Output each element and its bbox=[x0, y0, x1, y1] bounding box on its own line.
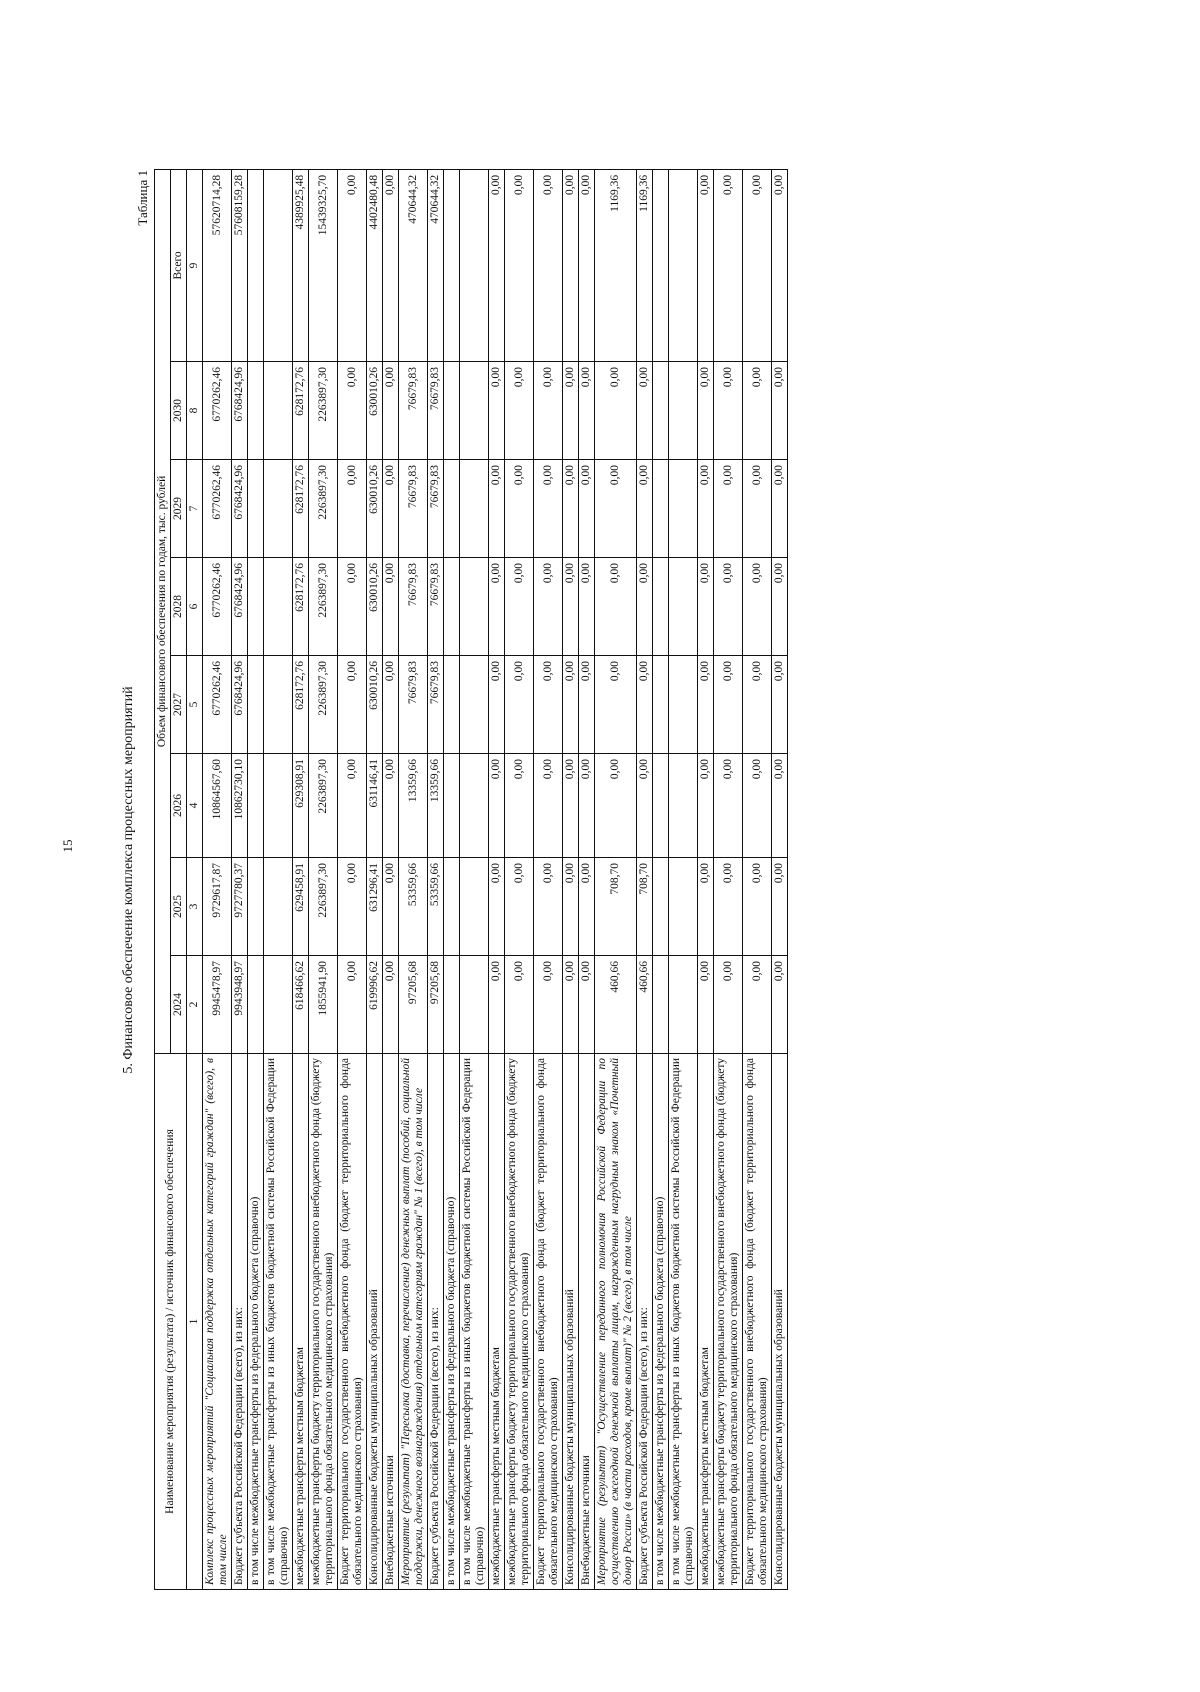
value-cell: 57620714,28 bbox=[203, 169, 232, 361]
value-cell: 0,00 bbox=[338, 956, 367, 1054]
table-row bbox=[232, 169, 248, 1589]
value-cell: 0,00 bbox=[338, 169, 367, 361]
value-cell: 0,00 bbox=[338, 656, 367, 754]
value-cell bbox=[248, 169, 264, 361]
value-cell: 0,00 bbox=[338, 754, 367, 858]
value-cell: 76679,83 bbox=[399, 558, 428, 656]
value-cell bbox=[444, 858, 460, 956]
header-column-number: 9 bbox=[187, 169, 203, 361]
value-cell: 0,00 bbox=[563, 169, 579, 361]
row-label: Бюджет субъекта Российской Федерации (всего), из них: bbox=[232, 1054, 248, 1590]
value-cell bbox=[264, 656, 293, 754]
value-cell: 0,00 bbox=[743, 362, 772, 460]
header-year: 2026 bbox=[171, 754, 187, 858]
row-label: межбюджетные трансферты местным бюджетам bbox=[489, 1054, 505, 1590]
value-cell: 0,00 bbox=[743, 460, 772, 558]
table-row bbox=[399, 169, 428, 1589]
table-row bbox=[264, 169, 293, 1589]
value-cell: 0,00 bbox=[534, 656, 563, 754]
row-label: Бюджет территориального государственного внебюджетного фонда (бюджет территориального фонда обязательного медицинского страхования) bbox=[534, 1054, 563, 1590]
value-cell bbox=[248, 858, 264, 956]
value-cell: 470644,32 bbox=[399, 169, 428, 361]
value-cell bbox=[264, 956, 293, 1054]
header-year: 2028 bbox=[171, 558, 187, 656]
value-cell: 76679,83 bbox=[428, 460, 444, 558]
table-row bbox=[428, 169, 444, 1589]
value-cell: 0,00 bbox=[534, 754, 563, 858]
value-cell: 0,00 bbox=[505, 754, 534, 858]
table-row bbox=[563, 169, 579, 1589]
value-cell: 97205,68 bbox=[399, 956, 428, 1054]
table-body bbox=[203, 169, 788, 1589]
value-cell bbox=[444, 754, 460, 858]
row-label: Внебюджетные источники bbox=[383, 1054, 399, 1590]
value-cell: 0,00 bbox=[338, 858, 367, 956]
value-cell: 0,00 bbox=[637, 362, 653, 460]
value-cell bbox=[653, 460, 669, 558]
value-cell: 0,00 bbox=[489, 362, 505, 460]
row-label: Консолидированные бюджеты муниципальных образований bbox=[367, 1054, 383, 1590]
value-cell: 0,00 bbox=[563, 656, 579, 754]
value-cell bbox=[444, 460, 460, 558]
value-cell: 631146,41 bbox=[367, 754, 383, 858]
value-cell: 0,00 bbox=[534, 858, 563, 956]
value-cell bbox=[264, 460, 293, 558]
value-cell bbox=[653, 656, 669, 754]
value-cell bbox=[669, 754, 698, 858]
rotated-page-content bbox=[120, 170, 1120, 1590]
row-label: в том числе межбюджетные трансферты из федерального бюджета (справочно) bbox=[653, 1054, 669, 1590]
value-cell: 0,00 bbox=[595, 754, 637, 858]
value-cell: 0,00 bbox=[772, 754, 788, 858]
value-cell: 0,00 bbox=[383, 858, 399, 956]
value-cell: 0,00 bbox=[743, 656, 772, 754]
value-cell: 0,00 bbox=[772, 858, 788, 956]
value-cell: 6768424,96 bbox=[232, 558, 248, 656]
value-cell: 0,00 bbox=[714, 858, 743, 956]
value-cell: 0,00 bbox=[772, 656, 788, 754]
value-cell: 2263897,30 bbox=[309, 858, 338, 956]
value-cell: 0,00 bbox=[383, 362, 399, 460]
value-cell: 0,00 bbox=[563, 558, 579, 656]
value-cell: 629458,91 bbox=[293, 858, 309, 956]
value-cell: 0,00 bbox=[534, 460, 563, 558]
value-cell bbox=[264, 858, 293, 956]
table-row bbox=[367, 169, 383, 1589]
table-row bbox=[460, 169, 489, 1589]
value-cell bbox=[248, 362, 264, 460]
value-cell: 0,00 bbox=[714, 169, 743, 361]
value-cell bbox=[653, 169, 669, 361]
value-cell: 628172,76 bbox=[293, 656, 309, 754]
value-cell: 76679,83 bbox=[428, 362, 444, 460]
value-cell: 4402480,48 bbox=[367, 169, 383, 361]
value-cell bbox=[653, 362, 669, 460]
table-row bbox=[444, 169, 460, 1589]
value-cell: 460,66 bbox=[595, 956, 637, 1054]
value-cell: 0,00 bbox=[563, 754, 579, 858]
value-cell: 0,00 bbox=[505, 169, 534, 361]
table-row bbox=[489, 169, 505, 1589]
value-cell: 0,00 bbox=[489, 754, 505, 858]
value-cell: 2263897,30 bbox=[309, 558, 338, 656]
value-cell: 0,00 bbox=[579, 754, 595, 858]
header-column-number: 4 bbox=[187, 754, 203, 858]
header-column-number: 6 bbox=[187, 558, 203, 656]
row-label: Внебюджетные источники bbox=[579, 1054, 595, 1590]
table-row bbox=[505, 169, 534, 1589]
value-cell: 0,00 bbox=[534, 956, 563, 1054]
value-cell: 0,00 bbox=[489, 858, 505, 956]
value-cell: 0,00 bbox=[743, 858, 772, 956]
table-row bbox=[248, 169, 264, 1589]
value-cell: 0,00 bbox=[383, 956, 399, 1054]
value-cell: 708,70 bbox=[595, 858, 637, 956]
value-cell: 630010,26 bbox=[367, 362, 383, 460]
row-label: межбюджетные трансферты бюджету территориального государственного внебюджетного фонда (бюджету территориального фонда обязательного медицинского страхования) bbox=[505, 1054, 534, 1590]
header-column-number: 1 bbox=[187, 1054, 203, 1590]
value-cell: 0,00 bbox=[534, 362, 563, 460]
value-cell bbox=[444, 656, 460, 754]
value-cell: 10862730,10 bbox=[232, 754, 248, 858]
table-row bbox=[743, 169, 772, 1589]
row-label: Бюджет территориального государственного внебюджетного фонда (бюджет территориального фонда обязательного медицинского страхования) bbox=[743, 1054, 772, 1590]
value-cell bbox=[248, 460, 264, 558]
value-cell: 629308,91 bbox=[293, 754, 309, 858]
value-cell: 0,00 bbox=[743, 558, 772, 656]
value-cell: 0,00 bbox=[637, 754, 653, 858]
header-year: 2030 bbox=[171, 362, 187, 460]
value-cell: 15439325,70 bbox=[309, 169, 338, 361]
header-column-number: 7 bbox=[187, 460, 203, 558]
value-cell: 0,00 bbox=[579, 362, 595, 460]
value-cell: 2263897,30 bbox=[309, 362, 338, 460]
row-label: межбюджетные трансферты местным бюджетам bbox=[698, 1054, 714, 1590]
value-cell: 0,00 bbox=[505, 460, 534, 558]
value-cell: 708,70 bbox=[637, 858, 653, 956]
header-column-number: 5 bbox=[187, 656, 203, 754]
row-label: в том числе межбюджетные трансферты из федерального бюджета (справочно) bbox=[444, 1054, 460, 1590]
value-cell: 0,00 bbox=[595, 656, 637, 754]
value-cell: 0,00 bbox=[698, 558, 714, 656]
value-cell bbox=[248, 656, 264, 754]
value-cell: 631296,41 bbox=[367, 858, 383, 956]
value-cell: 76679,83 bbox=[399, 362, 428, 460]
value-cell: 6770262,46 bbox=[203, 362, 232, 460]
value-cell: 53359,66 bbox=[399, 858, 428, 956]
value-cell: 630010,26 bbox=[367, 558, 383, 656]
table-row bbox=[714, 169, 743, 1589]
value-cell: 460,66 bbox=[637, 956, 653, 1054]
value-cell: 0,00 bbox=[743, 956, 772, 1054]
value-cell bbox=[669, 169, 698, 361]
value-cell: 0,00 bbox=[489, 460, 505, 558]
value-cell: 9727780,37 bbox=[232, 858, 248, 956]
row-label: Бюджет субъекта Российской Федерации (всего), из них: bbox=[428, 1054, 444, 1590]
value-cell: 0,00 bbox=[338, 558, 367, 656]
value-cell: 0,00 bbox=[489, 558, 505, 656]
value-cell: 0,00 bbox=[714, 754, 743, 858]
value-cell bbox=[669, 656, 698, 754]
header-column-number: 2 bbox=[187, 956, 203, 1054]
header-year: 2025 bbox=[171, 858, 187, 956]
value-cell: 0,00 bbox=[383, 169, 399, 361]
value-cell: 0,00 bbox=[743, 754, 772, 858]
value-cell bbox=[248, 558, 264, 656]
value-cell: 0,00 bbox=[772, 169, 788, 361]
header-name: Наименование мероприятия (результата) / источник финансового обеспечения bbox=[155, 1054, 187, 1590]
value-cell: 6768424,96 bbox=[232, 362, 248, 460]
table-row bbox=[637, 169, 653, 1589]
row-label: межбюджетные трансферты местным бюджетам bbox=[293, 1054, 309, 1590]
value-cell: 1855941,90 bbox=[309, 956, 338, 1054]
value-cell: 0,00 bbox=[579, 656, 595, 754]
value-cell: 0,00 bbox=[698, 858, 714, 956]
row-label: в том числе межбюджетные трансферты из иных бюджетов бюджетной системы Российской Федерации (справочно) bbox=[669, 1054, 698, 1590]
value-cell: 2263897,30 bbox=[309, 656, 338, 754]
row-label: Консолидированные бюджеты муниципальных образований bbox=[563, 1054, 579, 1590]
value-cell: 0,00 bbox=[383, 558, 399, 656]
value-cell bbox=[653, 558, 669, 656]
value-cell: 57608159,28 bbox=[232, 169, 248, 361]
value-cell: 0,00 bbox=[637, 558, 653, 656]
table-row bbox=[383, 169, 399, 1589]
value-cell: 0,00 bbox=[772, 956, 788, 1054]
value-cell: 470644,32 bbox=[428, 169, 444, 361]
value-cell: 628172,76 bbox=[293, 362, 309, 460]
value-cell: 0,00 bbox=[637, 460, 653, 558]
value-cell: 0,00 bbox=[714, 956, 743, 1054]
value-cell: 0,00 bbox=[383, 656, 399, 754]
value-cell: 1169,36 bbox=[595, 169, 637, 361]
value-cell bbox=[460, 656, 489, 754]
value-cell bbox=[444, 956, 460, 1054]
table-row bbox=[669, 169, 698, 1589]
value-cell: 0,00 bbox=[743, 169, 772, 361]
value-cell: 0,00 bbox=[563, 460, 579, 558]
value-cell: 53359,66 bbox=[428, 858, 444, 956]
value-cell: 13359,66 bbox=[428, 754, 444, 858]
value-cell: 0,00 bbox=[595, 460, 637, 558]
value-cell: 0,00 bbox=[698, 956, 714, 1054]
value-cell: 6768424,96 bbox=[232, 460, 248, 558]
value-cell: 0,00 bbox=[579, 558, 595, 656]
value-cell: 0,00 bbox=[563, 858, 579, 956]
value-cell: 0,00 bbox=[698, 169, 714, 361]
value-cell bbox=[653, 754, 669, 858]
value-cell: 0,00 bbox=[489, 169, 505, 361]
value-cell bbox=[264, 558, 293, 656]
row-label: межбюджетные трансферты бюджету территориального государственного внебюджетного фонда (бюджету территориального фонда обязательного медицинского страхования) bbox=[714, 1054, 743, 1590]
value-cell: 4389925,48 bbox=[293, 169, 309, 361]
value-cell: 10864567,60 bbox=[203, 754, 232, 858]
row-label: Консолидированные бюджеты муниципальных образований bbox=[772, 1054, 788, 1590]
value-cell: 0,00 bbox=[698, 754, 714, 858]
row-label: в том числе межбюджетные трансферты из федерального бюджета (справочно) bbox=[248, 1054, 264, 1590]
value-cell bbox=[669, 362, 698, 460]
value-cell bbox=[264, 169, 293, 361]
value-cell: 0,00 bbox=[714, 362, 743, 460]
value-cell bbox=[460, 858, 489, 956]
row-label: Мероприятие (результат) "Пересылка (доставка, перечисление) денежных выплат (пособий, социальной поддержки, денежного вознаграждения) отдельным категориям граждан" № 1 (всего), в том числе bbox=[399, 1054, 428, 1590]
value-cell: 0,00 bbox=[489, 956, 505, 1054]
value-cell: 0,00 bbox=[714, 558, 743, 656]
value-cell: 0,00 bbox=[714, 460, 743, 558]
table-row bbox=[653, 169, 669, 1589]
table-row bbox=[579, 169, 595, 1589]
value-cell: 630010,26 bbox=[367, 656, 383, 754]
page-number: 15 bbox=[60, 839, 75, 853]
value-cell: 0,00 bbox=[698, 362, 714, 460]
value-cell bbox=[653, 858, 669, 956]
table-row bbox=[309, 169, 338, 1589]
value-cell bbox=[669, 558, 698, 656]
value-cell bbox=[460, 558, 489, 656]
value-cell: 1169,36 bbox=[637, 169, 653, 361]
table-row bbox=[338, 169, 367, 1589]
value-cell bbox=[248, 754, 264, 858]
value-cell: 0,00 bbox=[579, 460, 595, 558]
value-cell bbox=[444, 169, 460, 361]
header-year: 2027 bbox=[171, 656, 187, 754]
value-cell bbox=[264, 362, 293, 460]
table-row bbox=[293, 169, 309, 1589]
header-year: Всего bbox=[171, 169, 187, 361]
value-cell: 6770262,46 bbox=[203, 460, 232, 558]
header-column-number: 8 bbox=[187, 362, 203, 460]
value-cell: 0,00 bbox=[637, 656, 653, 754]
value-cell: 630010,26 bbox=[367, 460, 383, 558]
value-cell: 0,00 bbox=[534, 558, 563, 656]
value-cell bbox=[248, 956, 264, 1054]
value-cell: 0,00 bbox=[698, 460, 714, 558]
value-cell: 0,00 bbox=[595, 558, 637, 656]
table-row bbox=[772, 169, 788, 1589]
value-cell bbox=[264, 754, 293, 858]
table-row bbox=[534, 169, 563, 1589]
row-label: Бюджет субъекта Российской Федерации (всего), из них: bbox=[637, 1054, 653, 1590]
value-cell: 97205,68 bbox=[428, 956, 444, 1054]
table-row bbox=[595, 169, 637, 1589]
value-cell: 0,00 bbox=[579, 858, 595, 956]
value-cell bbox=[669, 858, 698, 956]
value-cell: 6770262,46 bbox=[203, 656, 232, 754]
value-cell: 76679,83 bbox=[399, 656, 428, 754]
value-cell bbox=[669, 956, 698, 1054]
value-cell: 2263897,30 bbox=[309, 754, 338, 858]
value-cell: 628172,76 bbox=[293, 460, 309, 558]
value-cell: 0,00 bbox=[505, 362, 534, 460]
value-cell: 9945478,97 bbox=[203, 956, 232, 1054]
value-cell: 9943948,97 bbox=[232, 956, 248, 1054]
value-cell: 13359,66 bbox=[399, 754, 428, 858]
value-cell: 0,00 bbox=[383, 754, 399, 858]
document-title: 5. Финансовое обеспечение комплекса процессных мероприятий bbox=[121, 686, 136, 1074]
value-cell: 0,00 bbox=[383, 460, 399, 558]
value-cell: 0,00 bbox=[772, 362, 788, 460]
value-cell: 628172,76 bbox=[293, 558, 309, 656]
value-cell bbox=[444, 558, 460, 656]
value-cell bbox=[444, 362, 460, 460]
table-row bbox=[698, 169, 714, 1589]
row-label: Комплекс процессных мероприятий "Социальная поддержка отдельных категорий граждан" (всего), в том числе bbox=[203, 1054, 232, 1590]
value-cell: 619996,62 bbox=[367, 956, 383, 1054]
value-cell: 0,00 bbox=[489, 656, 505, 754]
value-cell: 0,00 bbox=[338, 362, 367, 460]
value-cell: 0,00 bbox=[563, 956, 579, 1054]
value-cell: 0,00 bbox=[505, 956, 534, 1054]
header-year: 2029 bbox=[171, 460, 187, 558]
value-cell: 0,00 bbox=[534, 169, 563, 361]
value-cell: 0,00 bbox=[563, 362, 579, 460]
row-label: в том числе межбюджетные трансферты из иных бюджетов бюджетной системы Российской Федерации (справочно) bbox=[264, 1054, 293, 1590]
value-cell bbox=[653, 956, 669, 1054]
value-cell: 6768424,96 bbox=[232, 656, 248, 754]
value-cell bbox=[460, 460, 489, 558]
table-row bbox=[203, 169, 232, 1589]
value-cell: 76679,83 bbox=[428, 656, 444, 754]
value-cell: 6770262,46 bbox=[203, 558, 232, 656]
value-cell bbox=[669, 460, 698, 558]
value-cell: 76679,83 bbox=[428, 558, 444, 656]
row-label: Мероприятие (результат) "Осуществление переданного полномочия Российской Федерации по осуществлению ежегодной денежной выплаты лицам, награжденным нагрудным знаком «Почетный донор России» (в части расходов, кроме выплат)" № 2 (всего), в том числе bbox=[595, 1054, 637, 1590]
value-cell: 0,00 bbox=[714, 656, 743, 754]
value-cell: 76679,83 bbox=[399, 460, 428, 558]
value-cell: 0,00 bbox=[505, 558, 534, 656]
row-label: Бюджет территориального государственного внебюджетного фонда (бюджет территориального фонда обязательного медицинского страхования) bbox=[338, 1054, 367, 1590]
header-group: Объем финансового обеспечения по годам, тыс. рублей bbox=[155, 169, 171, 1053]
value-cell: 0,00 bbox=[505, 858, 534, 956]
row-label: межбюджетные трансферты бюджету территориального государственного внебюджетного фонда (бюджету территориального фонда обязательного медицинского страхования) bbox=[309, 1054, 338, 1590]
value-cell: 0,00 bbox=[772, 558, 788, 656]
value-cell: 0,00 bbox=[579, 956, 595, 1054]
value-cell: 0,00 bbox=[338, 460, 367, 558]
header-year: 2024 bbox=[171, 956, 187, 1054]
value-cell: 0,00 bbox=[579, 169, 595, 361]
value-cell bbox=[460, 169, 489, 361]
financing-table bbox=[154, 169, 788, 1590]
value-cell: 0,00 bbox=[772, 460, 788, 558]
header-column-numbers-row bbox=[187, 169, 203, 1589]
value-cell: 0,00 bbox=[505, 656, 534, 754]
value-cell bbox=[460, 754, 489, 858]
value-cell: 618466,62 bbox=[293, 956, 309, 1054]
value-cell bbox=[460, 362, 489, 460]
row-label: в том числе межбюджетные трансферты из иных бюджетов бюджетной системы Российской Федерации (справочно) bbox=[460, 1054, 489, 1590]
value-cell: 9729617,87 bbox=[203, 858, 232, 956]
table-label: Таблица 1 bbox=[135, 170, 150, 226]
value-cell: 2263897,30 bbox=[309, 460, 338, 558]
value-cell: 0,00 bbox=[595, 362, 637, 460]
header-column-number: 3 bbox=[187, 858, 203, 956]
value-cell: 0,00 bbox=[698, 656, 714, 754]
value-cell bbox=[460, 956, 489, 1054]
